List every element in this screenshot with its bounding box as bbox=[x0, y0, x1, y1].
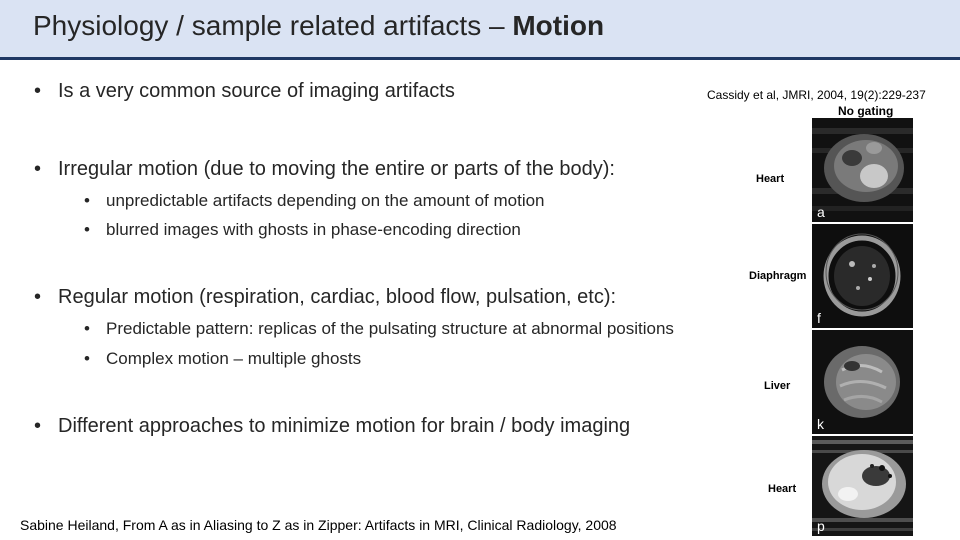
bullet-dot: • bbox=[84, 191, 90, 210]
sub-bullet-text: Predictable pattern: replicas of the pulsating structure at abnormal positions bbox=[106, 319, 674, 338]
mri-panel-heart-2 bbox=[812, 436, 913, 536]
sub-bullet-text: blurred images with ghosts in phase-encoding direction bbox=[106, 220, 521, 239]
mri-image-heart bbox=[812, 118, 913, 222]
mri-image-heart-2 bbox=[812, 436, 913, 536]
panel-letter: p bbox=[817, 518, 825, 534]
bullet-text: Irregular motion (due to moving the entire or parts of the body): bbox=[58, 158, 615, 180]
mri-panel-heart bbox=[812, 118, 913, 222]
bullet-dot: • bbox=[34, 415, 42, 437]
figure-title: No gating bbox=[838, 104, 894, 118]
bullet-dot: • bbox=[84, 319, 90, 338]
sub-bullet-text: Complex motion – multiple ghosts bbox=[106, 349, 362, 368]
mri-panel-liver bbox=[812, 330, 913, 434]
citation-top: Cassidy et al, JMRI, 2004, 19(2):229-237 bbox=[707, 88, 926, 102]
citation-bottom: Sabine Heiland, From A as in Aliasing to Z as in Zipper: Artifacts in MRI, Clinical Radiology, 2008 bbox=[20, 517, 617, 533]
sub-bullet-text: unpredictable artifacts depending on the amount of motion bbox=[106, 191, 545, 210]
bullet-text: Is a very common source of imaging artifacts bbox=[58, 80, 455, 102]
row-label-liver: Liver bbox=[764, 380, 791, 392]
panel-letter: f bbox=[817, 310, 821, 326]
bullet-dot: • bbox=[34, 286, 42, 308]
mri-panel-diaphragm bbox=[812, 224, 913, 328]
row-label-diaphragm: Diaphragm bbox=[749, 270, 807, 282]
panel-letter: a bbox=[817, 204, 825, 220]
row-label-heart: Heart bbox=[756, 173, 785, 185]
bullet-dot: • bbox=[84, 349, 90, 368]
mri-image-diaphragm bbox=[812, 224, 913, 328]
panel-letter: k bbox=[817, 416, 824, 432]
bullet-text: Regular motion (respiration, cardiac, blood flow, pulsation, etc): bbox=[58, 286, 617, 308]
mri-figure bbox=[740, 104, 940, 536]
slide-title-prefix: Physiology / sample related artifacts – bbox=[33, 10, 513, 41]
bullet-dot: • bbox=[34, 158, 42, 180]
bullet-dot: • bbox=[84, 220, 90, 239]
row-label-heart-2: Heart bbox=[768, 483, 797, 495]
mri-image-liver bbox=[812, 330, 913, 434]
bullet-text: Different approaches to minimize motion for brain / body imaging bbox=[58, 415, 631, 437]
slide-title-bold: Motion bbox=[512, 10, 605, 41]
bullet-dot: • bbox=[34, 80, 42, 102]
